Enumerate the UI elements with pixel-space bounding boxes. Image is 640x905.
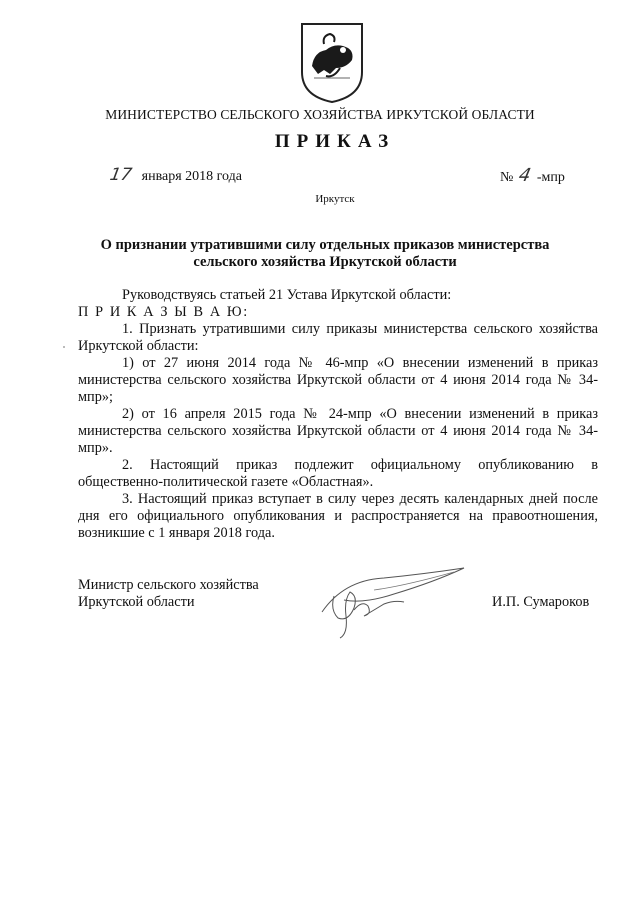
signer-position-line-2: Иркутской области xyxy=(78,594,195,610)
number-suffix: -мпр xyxy=(536,170,565,185)
signer-position-line-1: Министр сельского хозяйства xyxy=(78,577,259,593)
clause-2: 2. Настоящий приказ подлежит официальному опубликованию в общественно-политической газете «Областная». xyxy=(78,457,598,490)
clause-1-item-1: 1) от 27 июня 2014 года № 46-мпр «О внесении изменений в приказ министерства сельского хозяйства Иркутской области от 4 июня 2014 года № 34-мпр»; xyxy=(78,355,598,405)
clause-1-item-2: 2) от 16 апреля 2015 года № 24-мпр «О внесении изменений в приказ министерства сельского хозяйства Иркутской области от 4 июня 2014 года № 34-мпр». xyxy=(78,406,598,456)
order-subject-heading: О признании утратившими силу отдельных приказов министерства сельского хозяйства Иркутской области xyxy=(100,237,550,270)
order-date xyxy=(110,165,242,185)
coat-of-arms-emblem xyxy=(296,22,368,104)
number-sign: № xyxy=(500,170,514,185)
number-handwritten: 4 xyxy=(517,165,534,186)
city-name: Иркутск xyxy=(315,193,355,205)
signer-name: И.П. Сумароков xyxy=(492,594,590,610)
clause-3: 3. Настоящий приказ вступает в силу через десять календарных дней после дня его официального опубликования и распространяется на правоотношения, возникшие с 1 января 2018 года. xyxy=(78,491,598,541)
order-word: П Р И К А З Ы В А Ю: xyxy=(78,304,249,320)
date-day-handwritten: 17 xyxy=(108,165,134,185)
handwritten-signature xyxy=(314,560,474,640)
document-type-title: ПРИКАЗ xyxy=(274,131,396,152)
intro-paragraph: Руководствуясь статьей 21 Устава Иркутской области: xyxy=(122,287,452,303)
order-number xyxy=(500,165,565,186)
ministry-name: МИНИСТЕРСТВО СЕЛЬСКОГО ХОЗЯЙСТВА ИРКУТСКОЙ ОБЛАСТИ xyxy=(105,107,535,122)
signer-position xyxy=(78,577,259,611)
date-month-year: января 2018 года xyxy=(141,169,242,184)
order-body xyxy=(78,287,598,542)
scan-artifact xyxy=(63,346,65,348)
clause-1: 1. Признать утратившими силу приказы министерства сельского хозяйства Иркутской области: xyxy=(78,321,598,354)
